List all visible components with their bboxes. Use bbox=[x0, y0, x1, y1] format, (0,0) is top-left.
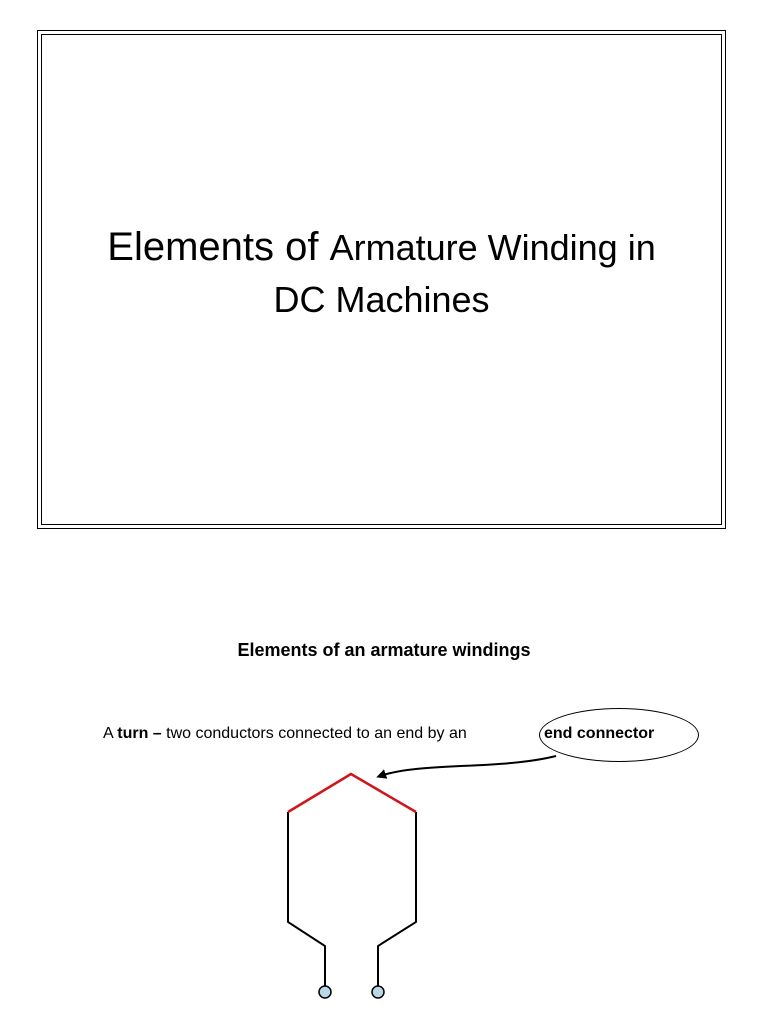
right-conductor bbox=[378, 812, 416, 988]
callout-arrow bbox=[380, 756, 556, 776]
title-part-2: Armature Winding in bbox=[329, 227, 656, 268]
title-part-1: Elements of bbox=[107, 225, 330, 269]
turn-term: turn – bbox=[117, 725, 162, 742]
end-connector-label: end connector bbox=[544, 725, 655, 742]
sentence-rest: two conductors connected to an end by an bbox=[161, 725, 467, 742]
end-connector bbox=[288, 774, 416, 812]
sentence-prefix: A bbox=[103, 725, 118, 742]
section-heading: Elements of an armature windings bbox=[237, 640, 531, 660]
right-terminal bbox=[372, 986, 384, 998]
left-conductor bbox=[288, 812, 325, 988]
title-line-2: DC Machines bbox=[273, 279, 490, 320]
left-terminal bbox=[319, 986, 331, 998]
